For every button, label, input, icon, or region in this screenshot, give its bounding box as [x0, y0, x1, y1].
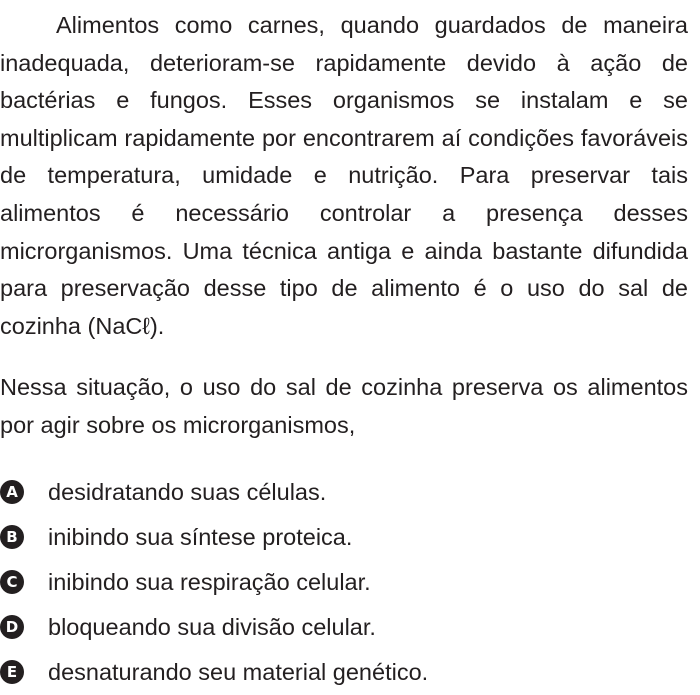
question-stem: Nessa situação, o uso do sal de cozinha preserva os alimentos por agir sobre os microrganismos, — [0, 374, 688, 438]
option-d[interactable] — [0, 605, 700, 650]
option-e-text: desnaturando seu material genético. — [48, 659, 429, 686]
option-a[interactable] — [0, 469, 700, 514]
answer-options — [0, 469, 700, 695]
option-c-text: inibindo sua respiração celular. — [48, 568, 371, 595]
option-e-letter-badge: E — [0, 660, 24, 684]
option-d-letter-badge: D — [0, 615, 24, 639]
option-b[interactable] — [0, 514, 700, 559]
option-d-text: bloqueando sua divisão celular. — [48, 614, 376, 641]
question-passage: Alimentos como carnes, quando guardados de maneira inadequada, deterioram-se rapidamente devido à ação de bactérias e fungos. Esses organismos se instalam e se multiplicam rapidamente por encontrarem aí condições favoráveis de temperatura, umidade e nutrição. Para preservar tais alimentos é necessário controlar a presença desses microrganismos. Uma técnica antiga e ainda bastante difundida para preservação desse tipo de alimento é o uso do sal de cozinha (NaCℓ). — [0, 12, 688, 339]
option-a-text: desidratando suas células. — [48, 478, 327, 505]
option-a-letter-badge: A — [0, 480, 24, 504]
option-c[interactable] — [0, 559, 700, 604]
option-c-letter-badge: C — [0, 570, 24, 594]
option-e[interactable] — [0, 650, 700, 695]
option-b-text: inibindo sua síntese proteica. — [48, 523, 353, 550]
option-b-letter-badge: B — [0, 525, 24, 549]
